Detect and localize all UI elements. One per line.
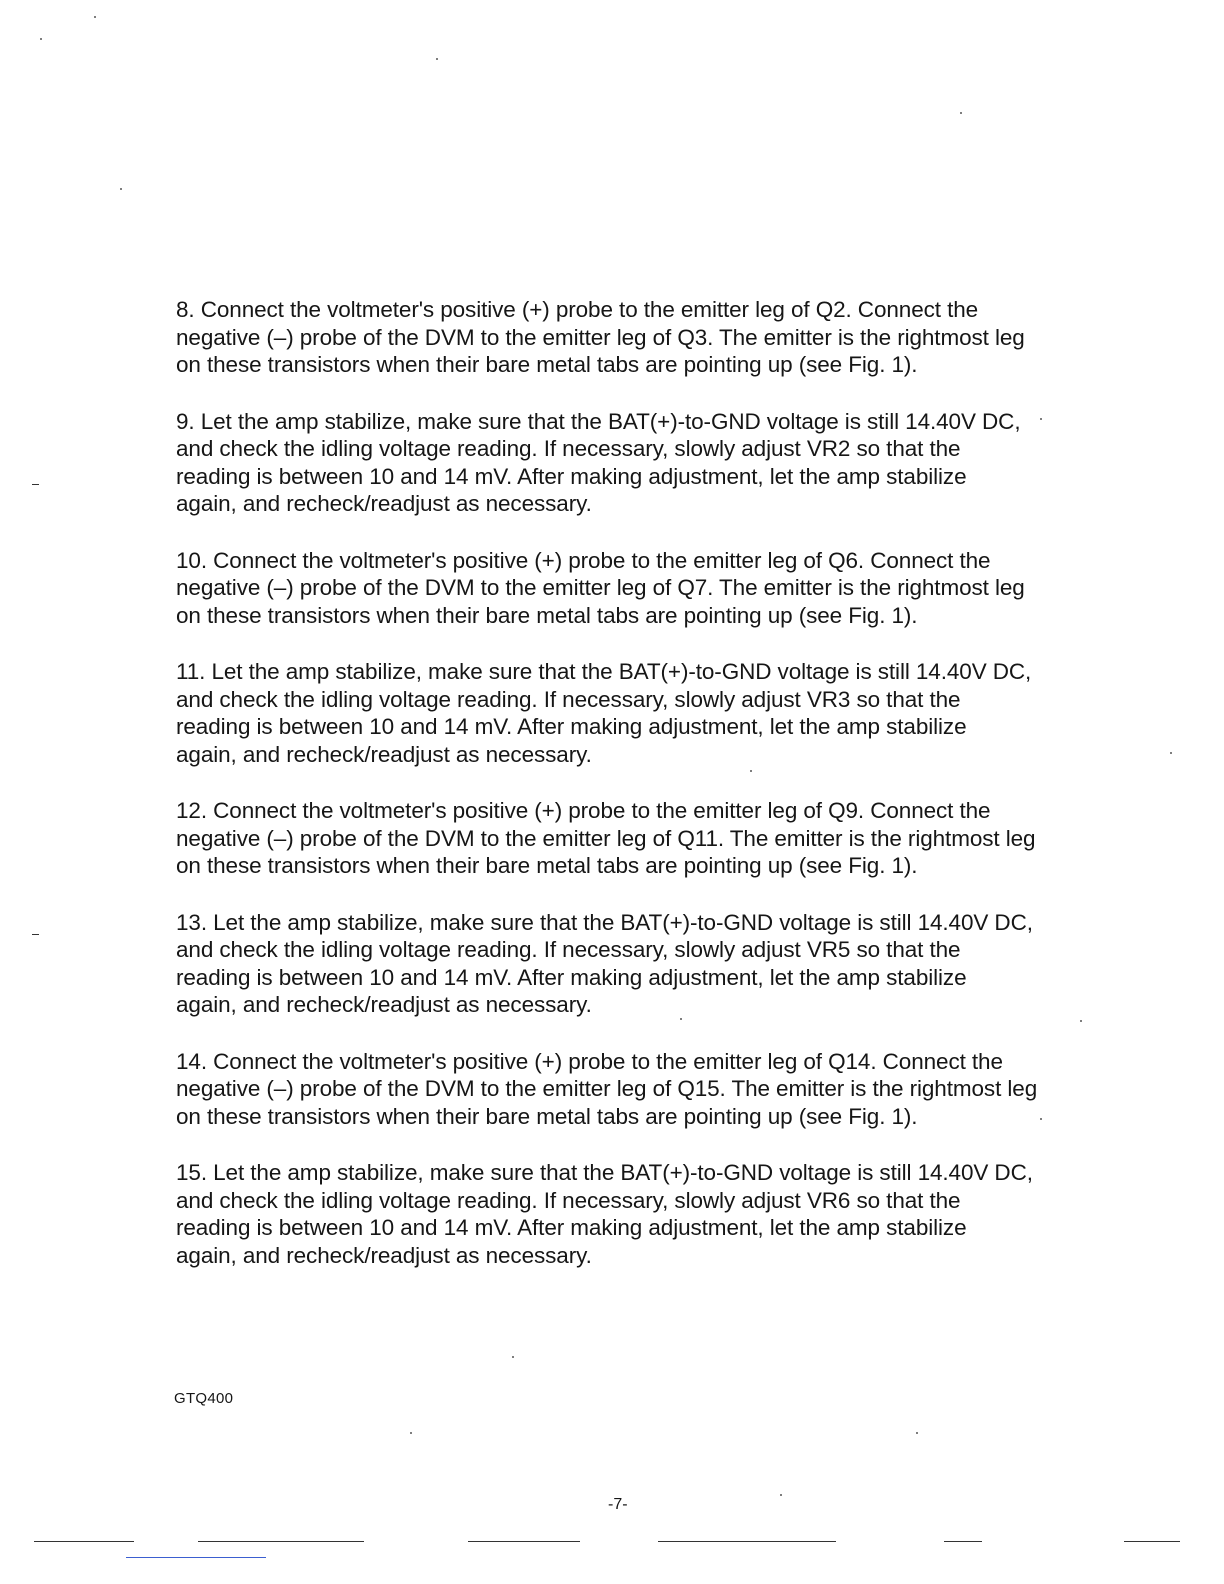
step-line: negative (–) probe of the DVM to the emitter leg of Q15. The emitter is the rightmost leg	[176, 1076, 1038, 1101]
step-line: on these transistors when their bare metal tabs are pointing up (see Fig. 1).	[176, 352, 918, 377]
step-line: 13. Let the amp stabilize, make sure that the BAT(+)-to-GND voltage is still 14.40V DC,	[176, 909, 1033, 935]
scan-speck	[1170, 752, 1172, 754]
step-line: reading is between 10 and 14 mV. After making adjustment, let the amp stabilize	[176, 1215, 967, 1240]
scan-speck	[680, 1018, 682, 1020]
step-line: again, and recheck/readjust as necessary.	[176, 992, 592, 1017]
step-line: again, and recheck/readjust as necessary.	[176, 741, 592, 767]
step-line: again, and recheck/readjust as necessary.	[176, 1242, 592, 1268]
step-15	[176, 1159, 1116, 1269]
scan-speck	[1040, 418, 1042, 420]
scan-speck	[410, 1432, 412, 1434]
step-line: 10. Connect the voltmeter's positive (+) probe to the emitter leg of Q6. Connect the	[176, 547, 991, 573]
step-line: reading is between 10 and 14 mV. After making adjustment, let the amp stabilize	[176, 964, 967, 990]
step-line: on these transistors when their bare metal tabs are pointing up (see Fig. 1).	[176, 602, 918, 628]
scan-speck	[1080, 1020, 1082, 1022]
step-line: and check the idling voltage reading. If necessary, slowly adjust VR5 so that the	[176, 937, 961, 962]
step-9	[176, 408, 1116, 518]
page-number: -7-	[608, 1496, 628, 1513]
scan-speck	[436, 58, 438, 60]
scan-rule	[126, 1557, 266, 1558]
step-12	[176, 797, 1116, 880]
scan-speck	[750, 770, 752, 772]
step-line: reading is between 10 and 14 mV. After making adjustment, let the amp stabilize	[176, 463, 967, 489]
step-line: and check the idling voltage reading. If necessary, slowly adjust VR3 so that the	[176, 686, 961, 712]
step-8	[176, 296, 1116, 379]
step-14	[176, 1048, 1116, 1131]
scan-speck	[780, 1494, 782, 1496]
scan-rule	[198, 1541, 364, 1542]
step-line: 8. Connect the voltmeter's positive (+) probe to the emitter leg of Q2. Connect the	[176, 297, 979, 322]
step-line: again, and recheck/readjust as necessary.	[176, 491, 592, 516]
step-13	[176, 909, 1116, 1019]
scan-speck	[916, 1432, 918, 1434]
scan-speck	[40, 38, 42, 40]
step-line: and check the idling voltage reading. If necessary, slowly adjust VR2 so that the	[176, 436, 961, 461]
scan-rule	[468, 1541, 580, 1542]
step-line: negative (–) probe of the DVM to the emitter leg of Q7. The emitter is the rightmost leg	[176, 575, 1025, 600]
procedure-steps	[176, 296, 1116, 1298]
step-line: negative (–) probe of the DVM to the emitter leg of Q11. The emitter is the rightmost leg	[176, 825, 1036, 851]
step-line: 11. Let the amp stabilize, make sure that the BAT(+)-to-GND voltage is still 14.40V DC,	[176, 659, 1032, 684]
step-line: 12. Connect the voltmeter's positive (+) probe to the emitter leg of Q9. Connect the	[176, 798, 991, 823]
scan-speck	[960, 112, 962, 114]
step-10	[176, 547, 1116, 630]
scan-mark	[32, 484, 39, 485]
step-line: 14. Connect the voltmeter's positive (+) probe to the emitter leg of Q14. Connect the	[176, 1048, 1003, 1074]
scan-rule	[34, 1541, 134, 1542]
scan-mark	[32, 934, 39, 935]
step-line: 9. Let the amp stabilize, make sure that the BAT(+)-to-GND voltage is still 14.40V DC,	[176, 408, 1021, 434]
scan-rule	[658, 1541, 836, 1542]
step-line: reading is between 10 and 14 mV. After making adjustment, let the amp stabilize	[176, 714, 967, 739]
step-line: negative (–) probe of the DVM to the emitter leg of Q3. The emitter is the rightmost leg	[176, 324, 1025, 350]
model-number: GTQ400	[174, 1390, 234, 1407]
step-line: on these transistors when their bare metal tabs are pointing up (see Fig. 1).	[176, 1103, 918, 1129]
scan-rule	[1124, 1541, 1180, 1542]
step-line: 15. Let the amp stabilize, make sure that the BAT(+)-to-GND voltage is still 14.40V DC,	[176, 1160, 1033, 1185]
step-line: and check the idling voltage reading. If necessary, slowly adjust VR6 so that the	[176, 1187, 961, 1213]
scan-speck	[120, 188, 122, 190]
step-11	[176, 658, 1116, 768]
scan-rule	[944, 1541, 982, 1542]
step-line: on these transistors when their bare metal tabs are pointing up (see Fig. 1).	[176, 853, 918, 878]
scan-speck	[94, 16, 96, 18]
scan-speck	[1040, 1118, 1042, 1120]
scan-speck	[512, 1356, 514, 1358]
